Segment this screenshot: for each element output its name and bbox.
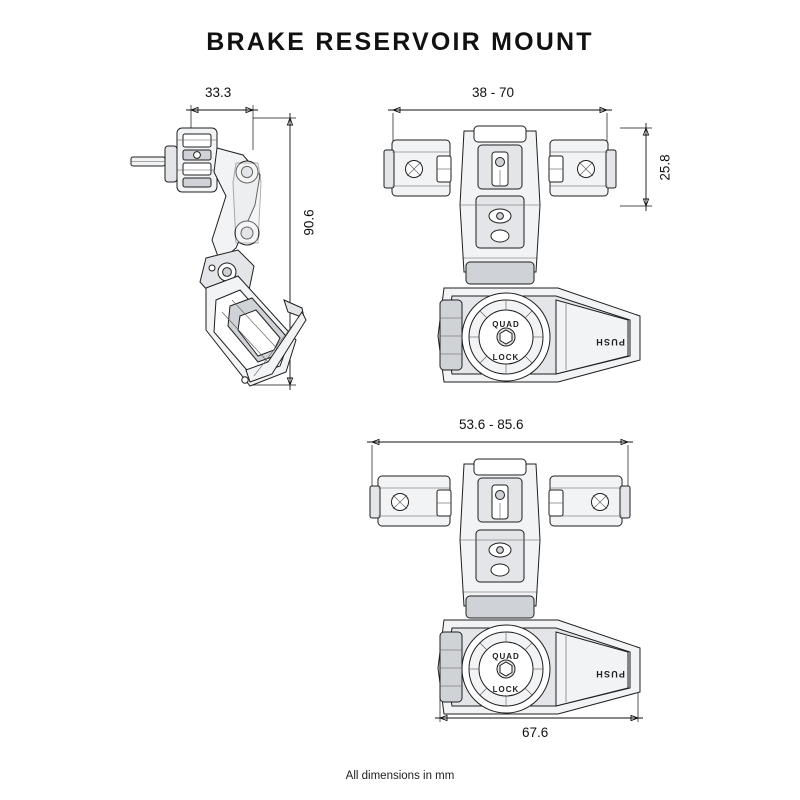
dimension-label-overall-width: 67.6 — [522, 725, 549, 740]
dimension-label-clamp-range-lower: 53.6 - 85.6 — [459, 417, 524, 432]
page-title: BRAKE RESERVOIR MOUNT — [206, 28, 594, 56]
lower-front-view-drawing — [367, 439, 643, 722]
brand-bottom-text: LOCK — [492, 353, 520, 362]
push-label-text-lower: PUSH — [595, 669, 625, 679]
side-view-drawing — [131, 105, 306, 390]
push-label-text: PUSH — [595, 337, 625, 347]
brand-bottom-text-lower: LOCK — [492, 685, 520, 694]
units-note: All dimensions in mm — [345, 770, 455, 782]
brand-top-text-lower: QUAD — [492, 652, 520, 661]
upper-front-view-drawing — [384, 107, 652, 382]
dimension-label-clamp-height: 25.8 — [657, 154, 673, 181]
dimension-label-clamp-range-upper: 38 - 70 — [472, 85, 515, 100]
dimension-label-side-width: 33.3 — [205, 85, 232, 100]
dimension-label-side-height: 90.6 — [301, 209, 317, 236]
brand-top-text: QUAD — [492, 320, 520, 329]
